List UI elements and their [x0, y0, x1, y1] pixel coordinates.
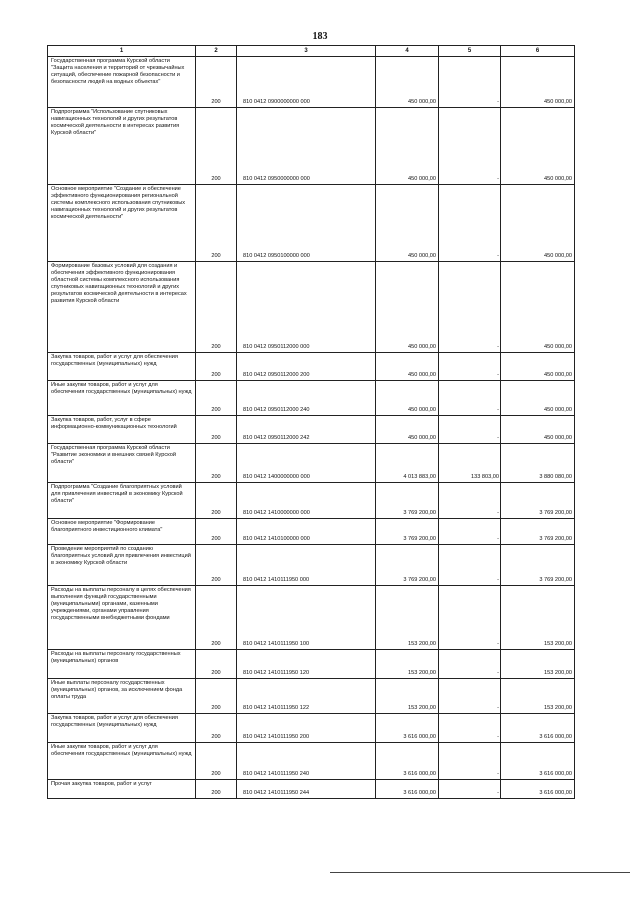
row-classification: 810 0412 1410111950 100: [237, 586, 376, 650]
row-classification: 810 0412 0950000000 000: [237, 108, 376, 185]
row-change: -: [439, 679, 501, 714]
row-change: -: [439, 353, 501, 381]
column-header: 1: [48, 46, 196, 57]
row-name: Иные закупки товаров, работ и услуг для обеспечения государственных (муниципальных) нужд: [48, 743, 196, 780]
row-change: -: [439, 650, 501, 679]
row-change: -: [439, 262, 501, 353]
column-header: 5: [439, 46, 501, 57]
row-amount: 450 000,00: [376, 262, 439, 353]
table-row: [48, 586, 575, 650]
row-change: -: [439, 586, 501, 650]
row-total: 3 616 000,00: [501, 714, 575, 743]
row-classification: 810 0412 0900000000 000: [237, 57, 376, 108]
row-name: Закупка товаров, работ и услуг для обеспечения государственных (муниципальных) нужд: [48, 353, 196, 381]
page-number: 183: [312, 31, 328, 42]
row-total: 3 616 000,00: [501, 780, 575, 799]
row-code: 200: [196, 545, 237, 586]
row-amount: 153 200,00: [376, 679, 439, 714]
row-classification: 810 0412 0950112000 000: [237, 262, 376, 353]
row-code: 200: [196, 714, 237, 743]
row-change: -: [439, 57, 501, 108]
row-change: -: [439, 714, 501, 743]
row-total: 3 769 200,00: [501, 519, 575, 545]
budget-table: [47, 45, 575, 799]
row-name: Государственная программа Курской области "Защита населения и территорий от чрезвычайных ситуаций, обеспечение пожарной безопасности и безопасности людей на водных объектах": [48, 57, 196, 108]
row-classification: 810 0412 1410111950 122: [237, 679, 376, 714]
table-row: [48, 353, 575, 381]
row-name: Расходы на выплаты персоналу государственных (муниципальных) органов: [48, 650, 196, 679]
row-amount: 3 769 200,00: [376, 519, 439, 545]
row-classification: 810 0412 1410111950 240: [237, 743, 376, 780]
table-row: [48, 714, 575, 743]
row-classification: 810 0412 1410111950 120: [237, 650, 376, 679]
row-code: 200: [196, 650, 237, 679]
row-total: 3 769 200,00: [501, 545, 575, 586]
column-header: 2: [196, 46, 237, 57]
row-amount: 153 200,00: [376, 650, 439, 679]
row-classification: 810 0412 1410000000 000: [237, 483, 376, 519]
row-code: 200: [196, 483, 237, 519]
row-name: Расходы на выплаты персоналу в целях обеспечения выполнения функций государственными (муниципальными) органами, казенными учреждениями, органами управления государственными внебюджетными фондами: [48, 586, 196, 650]
table-row: [48, 416, 575, 444]
row-code: 200: [196, 381, 237, 416]
row-code: 200: [196, 444, 237, 483]
row-total: 3 616 000,00: [501, 743, 575, 780]
table-row: [48, 743, 575, 780]
row-amount: 450 000,00: [376, 185, 439, 262]
row-code: 200: [196, 586, 237, 650]
table-row: [48, 650, 575, 679]
row-code: 200: [196, 519, 237, 545]
row-amount: 450 000,00: [376, 353, 439, 381]
table-header-row: [48, 46, 575, 57]
row-amount: 153 200,00: [376, 586, 439, 650]
row-classification: 810 0412 0950112000 200: [237, 353, 376, 381]
row-name: Основное мероприятие "Создание и обеспечение эффективного функционирования региональной системы комплексного использования спутниковых навигационных технологий и других результатов космической деятельности": [48, 185, 196, 262]
row-name: Иные закупки товаров, работ и услуг для обеспечения государственных (муниципальных) нужд: [48, 381, 196, 416]
row-total: 450 000,00: [501, 381, 575, 416]
row-code: 200: [196, 108, 237, 185]
row-classification: 810 0412 1410111950 200: [237, 714, 376, 743]
row-amount: 3 616 000,00: [376, 743, 439, 780]
row-name: Формирование базовых условий для создания и обеспечения эффективного функционирования областной системы комплексного использования спутниковых навигационных технологий и других результатов космической деятельности в интересах развития Курской области: [48, 262, 196, 353]
row-name: Основное мероприятие "Формирование благоприятного инвестиционного климата": [48, 519, 196, 545]
row-total: 450 000,00: [501, 108, 575, 185]
table-row: [48, 483, 575, 519]
row-amount: 4 013 883,00: [376, 444, 439, 483]
table-row: [48, 519, 575, 545]
row-code: 200: [196, 262, 237, 353]
row-change: -: [439, 519, 501, 545]
row-code: 200: [196, 353, 237, 381]
row-code: 200: [196, 185, 237, 262]
row-change: -: [439, 381, 501, 416]
row-amount: 3 616 000,00: [376, 714, 439, 743]
row-change: -: [439, 108, 501, 185]
row-total: 450 000,00: [501, 262, 575, 353]
column-header: 3: [237, 46, 376, 57]
row-change: 133 803,00: [439, 444, 501, 483]
row-classification: 810 0412 0950100000 000: [237, 185, 376, 262]
row-amount: 450 000,00: [376, 416, 439, 444]
table-row: [48, 185, 575, 262]
row-total: 450 000,00: [501, 353, 575, 381]
row-name: Закупка товаров, работ, услуг в сфере информационно-коммуникационных технологий: [48, 416, 196, 444]
row-name: Закупка товаров, работ и услуг для обеспечения государственных (муниципальных) нужд: [48, 714, 196, 743]
row-classification: 810 0412 0950112000 240: [237, 381, 376, 416]
row-total: 3 880 080,00: [501, 444, 575, 483]
row-name: Иные выплаты персоналу государственных (муниципальных) органов, за исключением фонда оплаты труда: [48, 679, 196, 714]
row-change: -: [439, 545, 501, 586]
row-classification: 810 0412 1400000000 000: [237, 444, 376, 483]
row-total: 450 000,00: [501, 185, 575, 262]
row-change: -: [439, 780, 501, 799]
row-total: 153 200,00: [501, 679, 575, 714]
row-total: 3 769 200,00: [501, 483, 575, 519]
row-classification: 810 0412 1410111950 000: [237, 545, 376, 586]
table-row: [48, 679, 575, 714]
row-classification: 810 0412 1410100000 000: [237, 519, 376, 545]
row-classification: 810 0412 1410111950 244: [237, 780, 376, 799]
row-amount: 450 000,00: [376, 57, 439, 108]
row-code: 200: [196, 57, 237, 108]
row-change: -: [439, 483, 501, 519]
row-name: Прочая закупка товаров, работ и услуг: [48, 780, 196, 799]
row-total: 153 200,00: [501, 586, 575, 650]
table-row: [48, 444, 575, 483]
row-code: 200: [196, 743, 237, 780]
row-code: 200: [196, 679, 237, 714]
row-amount: 450 000,00: [376, 108, 439, 185]
table-row: [48, 108, 575, 185]
row-amount: 3 769 200,00: [376, 483, 439, 519]
row-name: Подпрограмма "Создание благоприятных условий для привлечения инвестиций в экономику Курской области": [48, 483, 196, 519]
row-total: 450 000,00: [501, 416, 575, 444]
row-change: -: [439, 185, 501, 262]
table-row: [48, 57, 575, 108]
footer-rule: [330, 872, 630, 873]
column-header: 6: [501, 46, 575, 57]
row-amount: 450 000,00: [376, 381, 439, 416]
row-change: -: [439, 743, 501, 780]
column-header: 4: [376, 46, 439, 57]
row-name: Проведение мероприятий по созданию благоприятных условий для привлечения инвестиций в экономику Курской области: [48, 545, 196, 586]
row-code: 200: [196, 780, 237, 799]
row-amount: 3 616 000,00: [376, 780, 439, 799]
table-row: [48, 381, 575, 416]
row-name: Государственная программа Курской области "Развитие экономики и внешних связей Курской области": [48, 444, 196, 483]
table-row: [48, 262, 575, 353]
row-total: 450 000,00: [501, 57, 575, 108]
row-name: Подпрограмма "Использование спутниковых навигационных технологий и других результатов космической деятельности в интересах развития Курской области": [48, 108, 196, 185]
table-row: [48, 545, 575, 586]
row-code: 200: [196, 416, 237, 444]
row-amount: 3 769 200,00: [376, 545, 439, 586]
table-row: [48, 780, 575, 799]
row-total: 153 200,00: [501, 650, 575, 679]
row-change: -: [439, 416, 501, 444]
row-classification: 810 0412 0950112000 242: [237, 416, 376, 444]
